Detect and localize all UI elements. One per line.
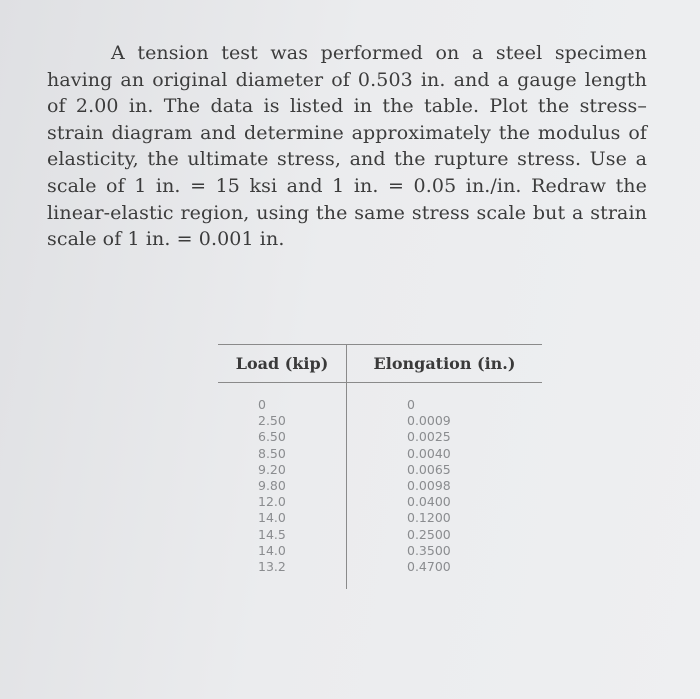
table-row [218,494,542,510]
load-cell: 8.50 [218,446,347,462]
load-cell: 14.0 [218,543,347,559]
problem-text: A tension test was performed on a steel specimen having an original diameter of 0.503 in. and a gauge length of 2.00 in. The data is listed in the table. Plot the stress–strain diagram and determine approximately the modulus of elasticity, the ultimate stress, and the rupture stress. Use a scale of 1 in. = 15 ksi and 1 in. = 0.05 in./in. Redraw the linear-elastic region, using the same stress scale but a strain scale of 1 in. = 0.001 in. [47,42,647,251]
table-row [218,383,542,414]
table-row [218,510,542,526]
table-row [218,462,542,478]
elongation-cell: 0.0040 [407,445,451,461]
load-cell: 9.20 [218,462,347,478]
load-cell: 6.50 [218,429,347,445]
elongation-cell: 0.0098 [407,478,451,494]
load-cell: 9.80 [218,478,347,494]
elongation-cell: 0 [407,397,415,412]
table-row [218,446,542,462]
elongation-cell: 0.0400 [407,494,451,510]
table-row [218,543,542,559]
data-table-container [218,344,542,589]
load-cell: 14.0 [218,510,347,526]
load-cell: 12.0 [218,494,347,510]
elongation-cell: 0.2500 [407,526,451,542]
elongation-cell: 0.0009 [407,413,451,429]
elongation-cell: 0.4700 [407,559,451,575]
elongation-cell: 0.1200 [407,510,451,526]
table-row [218,429,542,445]
problem-statement [47,40,647,253]
header-load: Load (kip) [218,345,347,383]
load-elongation-table [218,344,542,589]
table-header-row [218,345,542,383]
header-elongation: Elongation (in.) [347,345,543,383]
elongation-cell: 0.0065 [407,461,451,477]
load-cell: 14.5 [218,527,347,543]
table-row [218,527,542,543]
elongation-cell: 0.0025 [407,429,451,445]
load-cell: 0 [218,383,347,414]
table-row [218,413,542,429]
table-row [218,478,542,494]
load-cell: 13.2 [218,559,347,589]
table-row [218,559,542,589]
load-cell: 2.50 [218,413,347,429]
elongation-cell: 0.3500 [407,542,451,558]
